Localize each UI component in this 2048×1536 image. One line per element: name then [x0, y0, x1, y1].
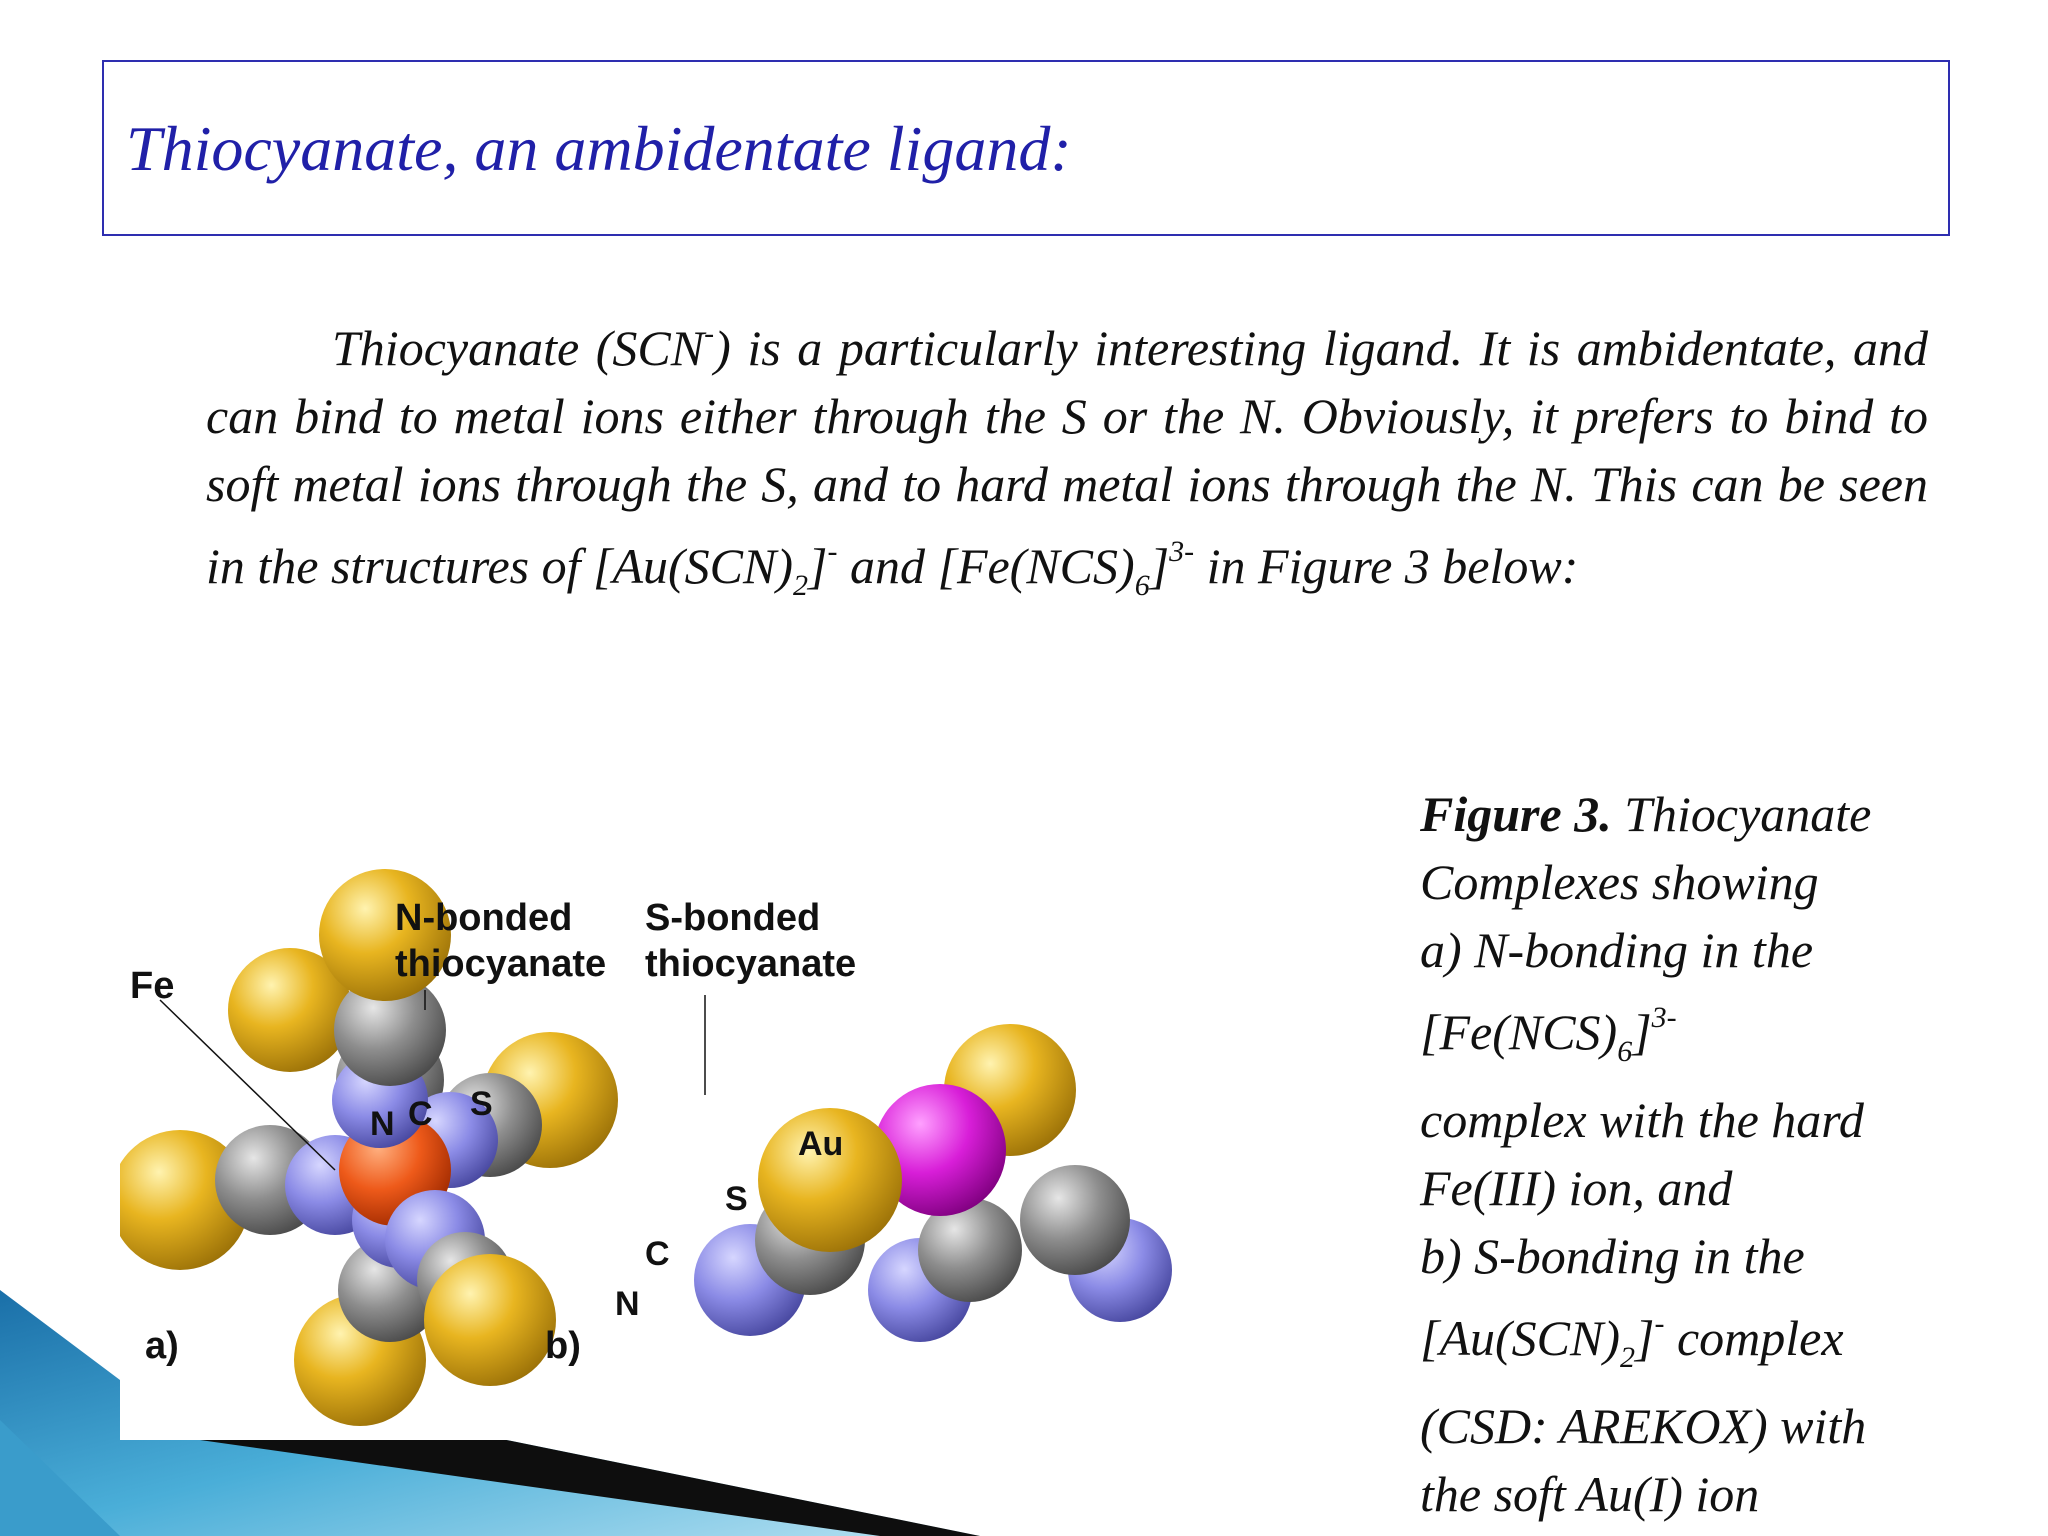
figure-label: Figure 3. — [1420, 786, 1612, 842]
paragraph-text: ] — [808, 538, 828, 594]
superscript: 3- — [1169, 535, 1195, 568]
caption-text: Thiocyanate — [1611, 786, 1872, 842]
paragraph-text: Thiocyanate (SCN — [332, 320, 705, 376]
fe-label: Fe — [130, 965, 175, 1007]
atom-label-au: Au — [798, 1125, 844, 1163]
part-b-label: b) — [545, 1325, 581, 1367]
molecule-diagram — [120, 780, 1340, 1440]
caption-line — [1420, 780, 1950, 848]
superscript: 3- — [1651, 1001, 1677, 1034]
atom-label-s-b: S — [725, 1180, 748, 1218]
body-paragraph — [206, 300, 1928, 620]
atom-label-n-b: N — [615, 1285, 640, 1323]
subscript: 6 — [1134, 569, 1150, 602]
caption-line: (CSD: AREKOX) with — [1420, 1398, 1867, 1454]
caption-line: a) N-bonding in the — [1420, 922, 1814, 978]
n-bonded-label-line1: N-bonded — [395, 897, 573, 939]
figure-caption — [1420, 780, 1950, 1528]
atom-label-s: S — [470, 1085, 493, 1123]
s-bonded-label-line1: S-bonded — [645, 897, 821, 939]
paragraph-text: ) is a particularly interesting ligand. It is ambidentate, and can bind to metal ions either through the S or the N. Obviously, it prefers to bind to soft metal ions through the S, and to hard metal ions through the N. This can be seen in the structures of [Au(SCN) — [206, 320, 1928, 594]
s-bonded-label-line2: thiocyanate — [645, 943, 857, 985]
caption-line: complex with the hard — [1420, 1092, 1864, 1148]
caption-line: Complexes showing — [1420, 854, 1819, 910]
caption-text: [Au(SCN) — [1420, 1310, 1620, 1366]
caption-line: the soft Au(I) ion — [1420, 1466, 1760, 1522]
superscript: - — [704, 317, 715, 350]
title-box — [102, 60, 1950, 236]
superscript: - — [1654, 1307, 1665, 1340]
subscript: 6 — [1617, 1035, 1633, 1068]
subscript: 2 — [1620, 1341, 1635, 1374]
caption-line — [1420, 1290, 1950, 1392]
caption-text: complex — [1664, 1310, 1844, 1366]
caption-line: Fe(III) ion, and — [1420, 1160, 1733, 1216]
caption-line: b) S-bonding in the — [1420, 1228, 1805, 1284]
part-a-label: a) — [145, 1325, 179, 1367]
superscript: - — [827, 535, 838, 568]
atom-label-c: C — [408, 1095, 433, 1133]
caption-text: [Fe(NCS) — [1420, 1004, 1618, 1060]
atom-label-n: N — [370, 1105, 395, 1143]
figure-image — [120, 780, 1340, 1440]
subscript: 2 — [793, 569, 809, 602]
caption-text: ] — [1632, 1004, 1652, 1060]
caption-line — [1420, 984, 1950, 1086]
au-complex — [694, 1024, 1172, 1342]
paragraph-text: ] — [1149, 538, 1170, 594]
paragraph-text: in Figure 3 below: — [1194, 538, 1579, 594]
caption-text: ] — [1635, 1310, 1655, 1366]
atom-label-c-b: C — [645, 1235, 670, 1273]
n-bonded-label-line2: thiocyanate — [395, 943, 607, 985]
paragraph-text: and [Fe(NCS) — [837, 538, 1135, 594]
slide-title: Thiocyanate, an ambidentate ligand: — [126, 113, 1072, 184]
